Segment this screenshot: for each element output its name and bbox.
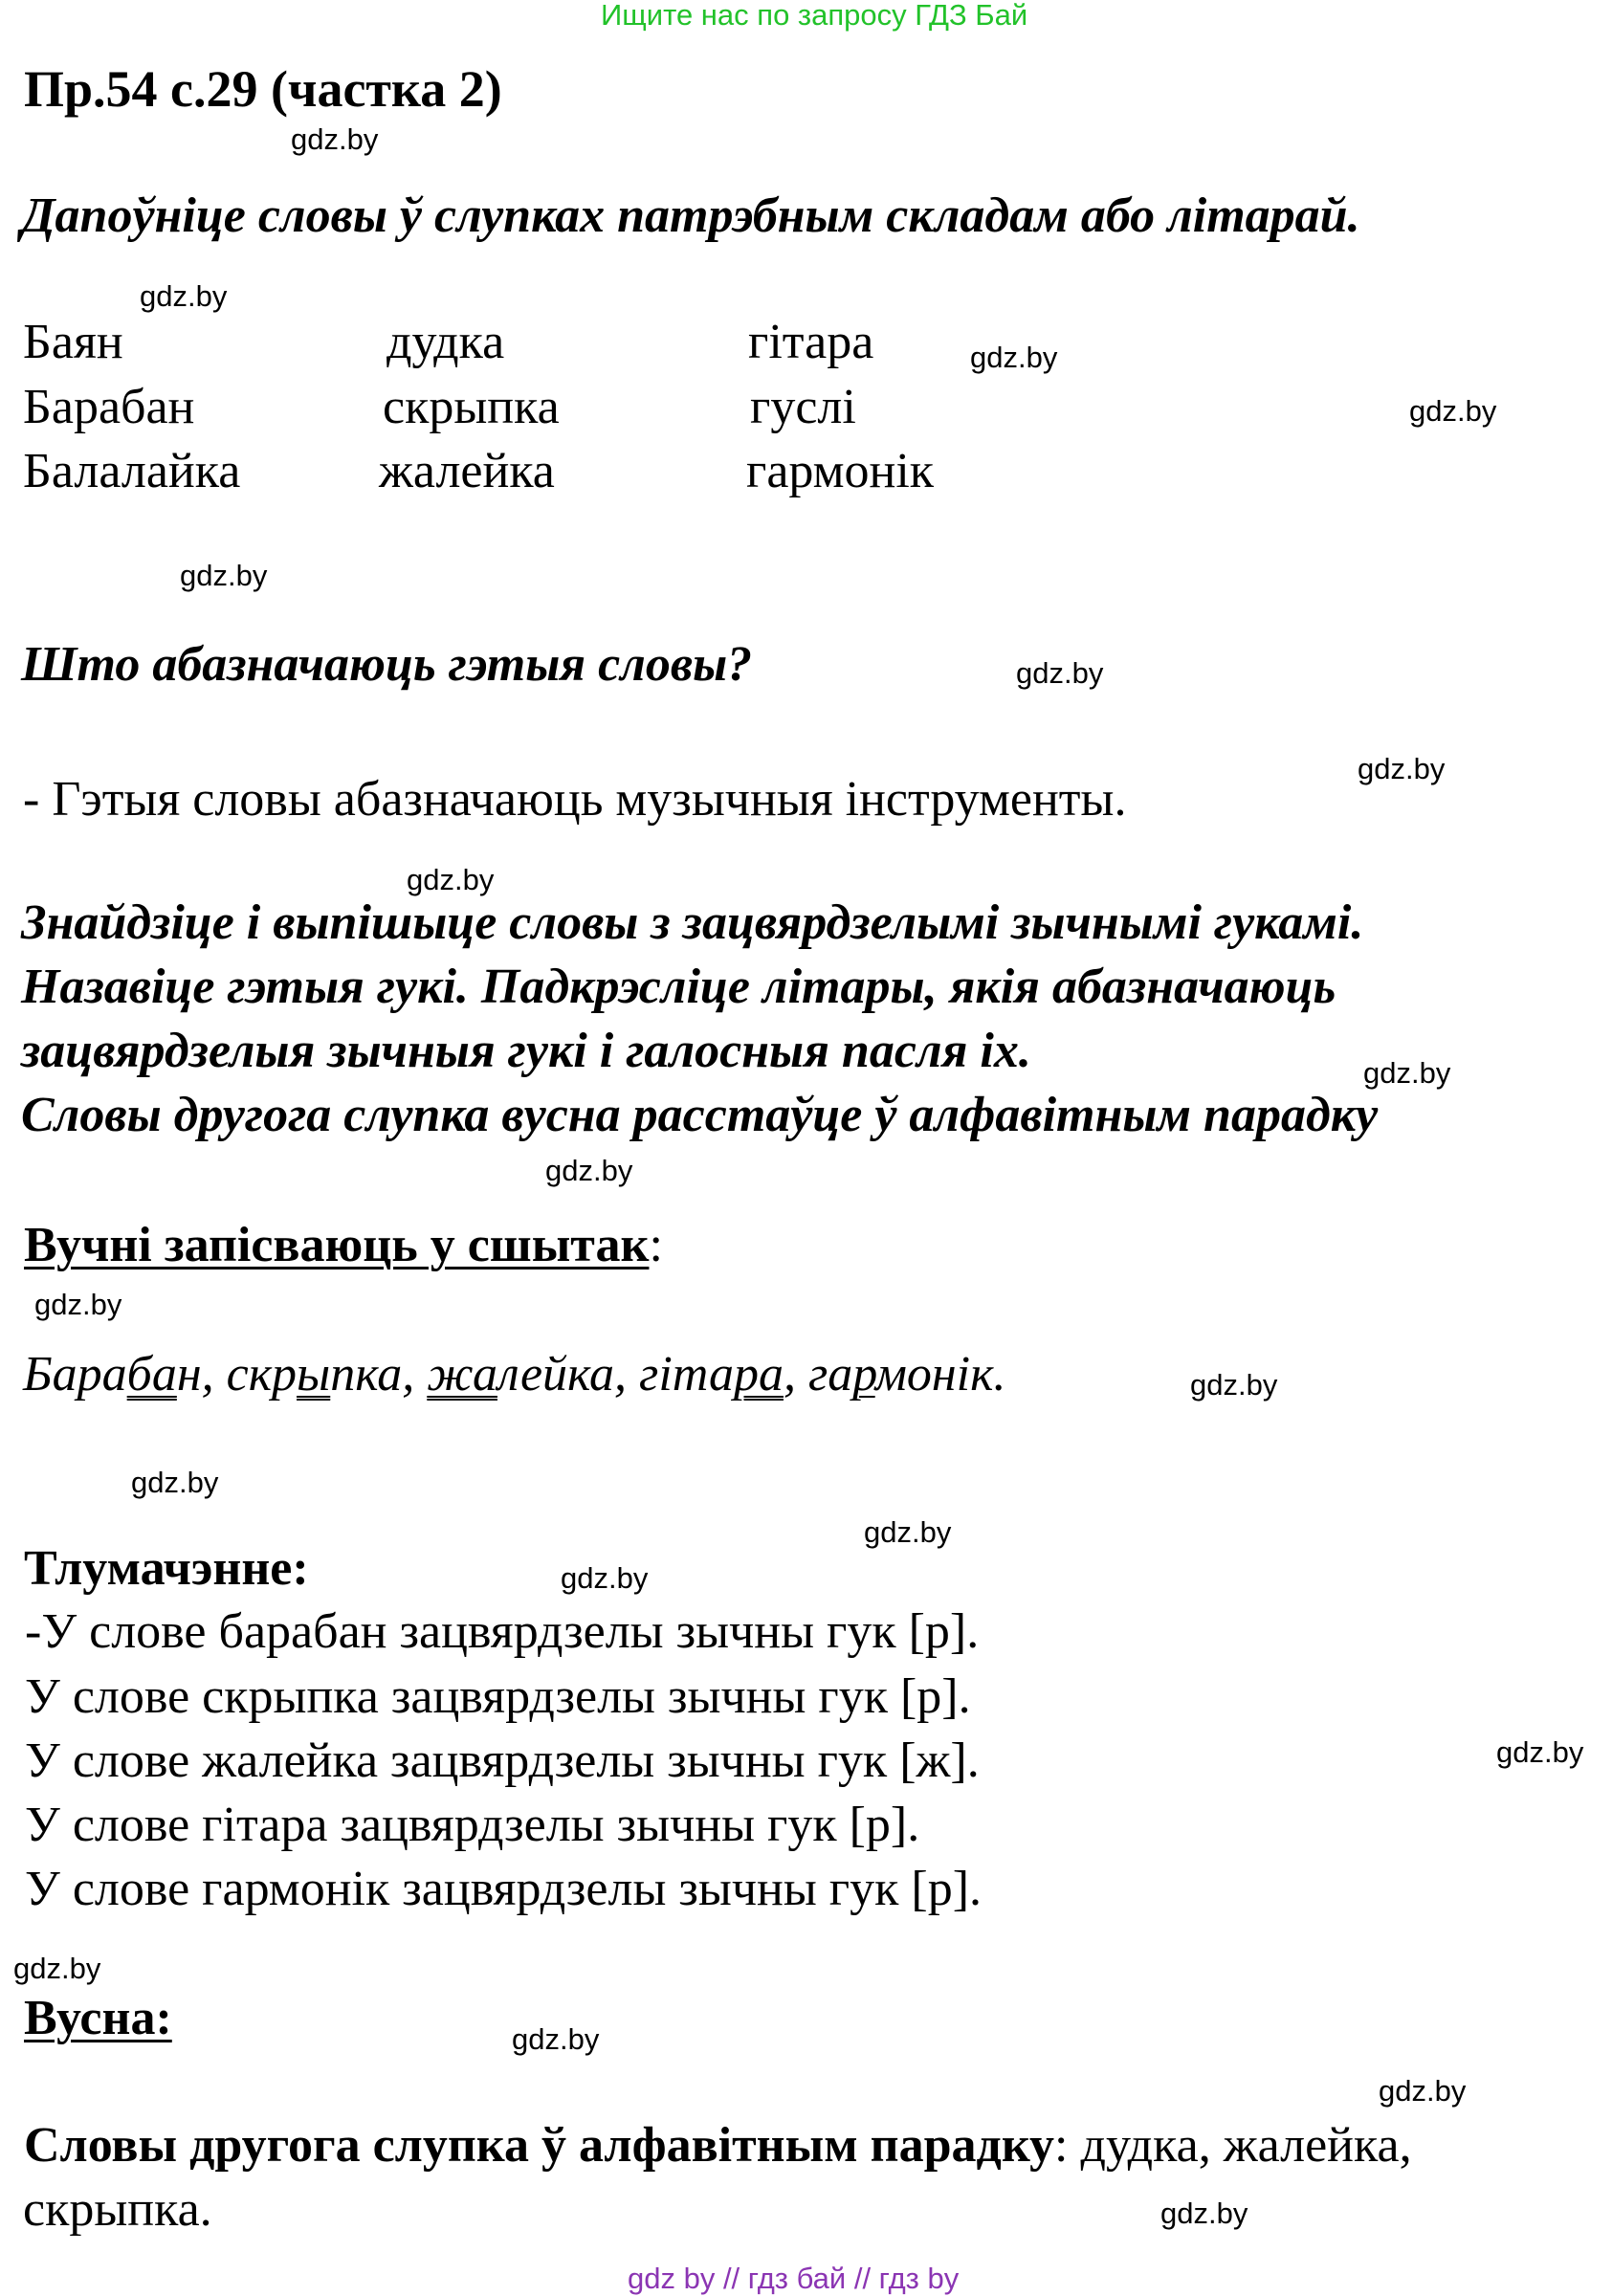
page-title: Пр.54 с.29 (частка 2) (24, 60, 502, 118)
word-col3-1: гітара (748, 315, 874, 369)
task-instruction-2-line2: Назавіце гэтыя гукі. Падкрэсліце літары, якія абазначаюць (21, 960, 1336, 1014)
explanation-line-4: У слове гітара зацвярдзелы зычны гук [р]. (25, 1798, 920, 1852)
search-banner: Ищите нас по запросу ГДЗ Бай (601, 0, 1028, 32)
watermark: gdz.by (561, 1561, 649, 1595)
answer: - Гэтыя словы абазначаюць музычныя інструменты. (23, 772, 1127, 827)
word-col3-3: гармонік (746, 444, 935, 498)
word-garmonik: гармонік. (807, 1347, 1006, 1402)
watermark: gdz.by (1409, 394, 1497, 428)
word-zhaleika: жалейка, (427, 1347, 640, 1402)
word-col1-3: Балалайка (23, 444, 241, 498)
explanation-heading: Тлумачэнне: (24, 1541, 309, 1596)
written-heading: Вучні запісваюць у сшытак (24, 1218, 650, 1272)
task-instruction-2-line4: Словы другога слупка вусна расстаўце ў алфавітным парадку (21, 1088, 1379, 1142)
explanation-line-3: У слове жалейка зацвярдзелы зычны гук [ж]. (25, 1733, 980, 1788)
watermark: gdz.by (864, 1515, 952, 1549)
watermark: gdz.by (512, 2022, 600, 2056)
written-heading-line (24, 1217, 663, 1273)
question: Што абазначаюць гэтыя словы? (21, 637, 753, 692)
watermark: gdz.by (34, 1288, 122, 1321)
footer-watermark: gdz by // гдз бай // гдз by (628, 2262, 960, 2295)
task-instruction-2-line3: зацвярдзелыя зычныя гукі і галосныя пасля іх. (21, 1024, 1031, 1078)
oral-heading: Вусна: (24, 1991, 172, 2045)
oral-line-2: скрыпка. (23, 2182, 212, 2237)
watermark: gdz.by (407, 863, 495, 896)
watermark: gdz.by (180, 559, 268, 592)
watermark: gdz.by (1190, 1368, 1278, 1402)
task-instruction-1: Дапоўніце словы ў слупках патрэбным складам або літарай. (21, 188, 1360, 243)
explanation-line-5: У слове гармонік зацвярдзелы зычны гук [р]. (25, 1862, 983, 1916)
task-instruction-2-line1: Знайдзіце і выпішыце словы з зацвярдзелымі зычнымі гукамі. (21, 895, 1364, 950)
watermark: gdz.by (1358, 752, 1446, 785)
watermark: gdz.by (1160, 2197, 1248, 2230)
watermark: gdz.by (1496, 1735, 1584, 1769)
watermark: gdz.by (1363, 1056, 1451, 1090)
watermark: gdz.by (1016, 656, 1104, 690)
word-col3-2: гуслі (750, 380, 856, 434)
written-answer (23, 1346, 1005, 1402)
word-skrypka: скрыпка, (226, 1347, 428, 1402)
oral-bold: Словы другога слупка ў алфавітным парадку (24, 2118, 1055, 2173)
word-col2-3: жалейка (379, 444, 555, 498)
word-barabana: Барабан, (23, 1347, 227, 1402)
watermark: gdz.by (970, 341, 1058, 374)
watermark: gdz.by (13, 1952, 101, 1985)
explanation-line-1: -У слове барабан зацвярдзелы зычны гук [р]. (25, 1604, 980, 1659)
watermark: gdz.by (545, 1154, 633, 1187)
explanation-line-2: У слове скрыпка зацвярдзелы зычны гук [р]. (25, 1669, 971, 1724)
oral-rest: : дудка, жалейка, (1054, 2118, 1412, 2173)
word-col1-2: Барабан (23, 380, 195, 434)
word-col1-1: Баян (23, 315, 123, 369)
watermark: gdz.by (131, 1466, 219, 1499)
word-col2-1: дудка (386, 315, 505, 369)
watermark: gdz.by (1379, 2074, 1467, 2108)
oral-line-1 (24, 2117, 1412, 2174)
word-col2-2: скрыпка (383, 380, 560, 434)
word-gitara: гітара, (639, 1347, 808, 1402)
written-heading-colon: : (649, 1218, 663, 1272)
watermark: gdz.by (140, 279, 228, 313)
watermark: gdz.by (291, 122, 379, 156)
